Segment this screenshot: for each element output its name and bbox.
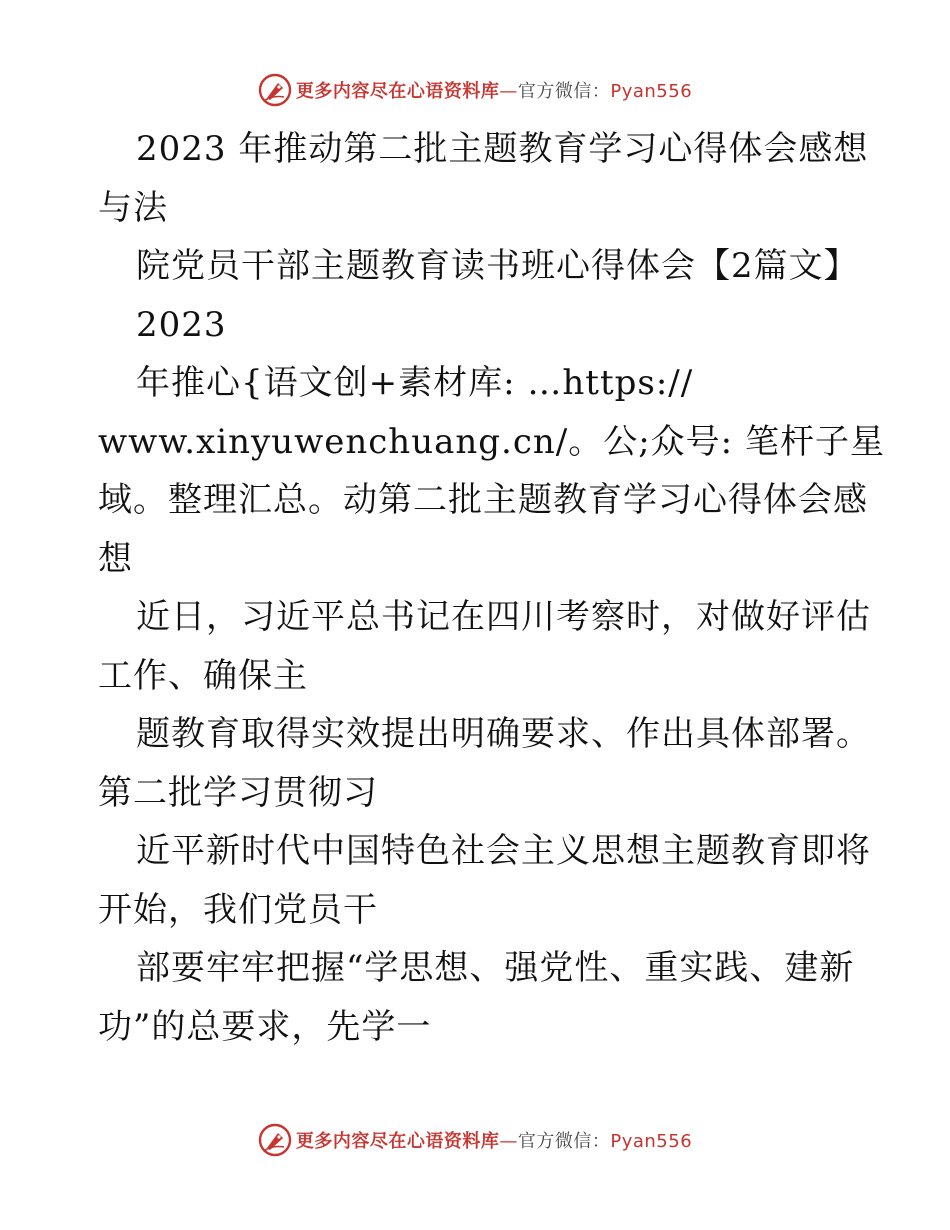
body-line: 与法 <box>98 187 168 228</box>
footer-banner <box>0 1120 950 1160</box>
body-line: 工作、确保主 <box>98 655 308 696</box>
body-line: 院党员干部主题教育读书班心得体会【2篇文】 <box>136 246 859 286</box>
banner-wechat-id: Pyan556 <box>610 1131 693 1152</box>
banner-text <box>296 77 692 103</box>
body-line: 2023 年推动第二批主题教育学习心得体会感想 <box>136 129 869 169</box>
body-line: 部要牢牢把握“学思想、强党性、重实践、建新 <box>136 948 855 988</box>
banner-dash: — <box>499 81 518 102</box>
body-line: 开始，我们党员干 <box>98 889 378 930</box>
banner-wechat-label: 官方微信： <box>517 1131 611 1152</box>
pen-nib-logo-icon <box>258 73 292 107</box>
banner-dash: — <box>499 1131 518 1152</box>
header-banner <box>0 70 950 110</box>
body-line: 近日，习近平总书记在四川考察时，对做好评估 <box>136 597 871 637</box>
pen-nib-logo-icon <box>258 1123 292 1157</box>
body-line: 2023 <box>136 304 227 345</box>
body-line: 近平新时代中国特色社会主义思想主题教育即将 <box>136 831 871 871</box>
body-line: 功”的总要求，先学一 <box>98 1006 432 1047</box>
banner-text <box>296 1127 692 1153</box>
banner-wechat-id: Pyan556 <box>610 81 693 102</box>
body-line: 第二批学习贯彻习 <box>98 772 378 813</box>
banner-main-text: 更多内容尽在心语资料库 <box>295 81 500 102</box>
document-body <box>98 120 885 1056</box>
body-line: 域。整理汇总。动第二批主题教育学习心得体会感 <box>98 480 868 520</box>
body-line: www.xinyuwenchuang.cn/。公;众号: 笔杆子星 <box>98 421 885 462</box>
banner-wechat-label: 官方微信： <box>517 81 611 102</box>
banner-main-text: 更多内容尽在心语资料库 <box>295 1131 500 1152</box>
body-line: 题教育取得实效提出明确要求、作出具体部署。 <box>136 714 871 754</box>
body-line: 年推心{语文创+素材库: …https:// <box>136 363 694 403</box>
body-line: 想 <box>98 538 133 579</box>
